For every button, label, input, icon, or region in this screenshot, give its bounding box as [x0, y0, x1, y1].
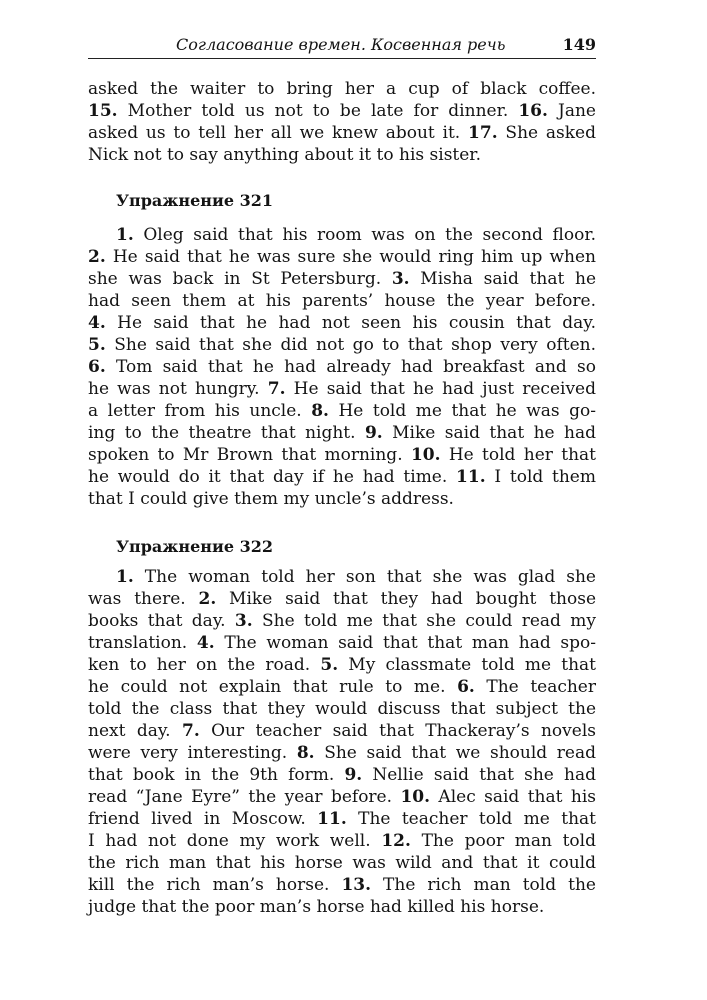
text-line: ing to the theatre that night. 9. Mike said that he had [88, 423, 596, 443]
text-line: the rich man that his horse was wild and that it could [88, 853, 596, 873]
sentence-number: 9. [364, 423, 383, 443]
sentence-number: 5. [320, 655, 339, 675]
sentence-number: 16. [518, 101, 548, 121]
text-line: translation. 4. The woman said that that man had spo- [88, 633, 597, 653]
text-line: that I could give them my uncle’s address. [88, 489, 454, 509]
sentence-number: 13. [341, 875, 372, 895]
sentence-number: 12. [381, 831, 411, 851]
running-title: Согласование времен. Косвенная речь [176, 35, 506, 54]
text-line: 1. Oleg said that his room was on the second floor. [116, 225, 596, 245]
text-line: friend lived in Moscow. 11. The teacher told me that [88, 809, 596, 829]
text-line: books that day. 3. She told me that she could read my [88, 611, 596, 631]
sentence-number: 4. [88, 313, 106, 333]
text-line: 6. Tom said that he had already had breakfast and so [88, 357, 596, 377]
sentence-number: 1. [116, 567, 134, 587]
sentence-number: 4. [196, 633, 215, 653]
text-line: Nick not to say anything about it to his sister. [88, 145, 481, 165]
text-line: spoken to Mr Brown that morning. 10. He told her that [88, 445, 596, 465]
text-line: 5. She said that she did not go to that shop very often. [88, 335, 596, 355]
sentence-number: 2. [198, 589, 217, 609]
sentence-number: 10. [410, 445, 441, 465]
sentence-number: 6. [88, 357, 106, 377]
exercise-321-heading: Упражнение 321 [116, 191, 274, 210]
text-line: 1. The woman told her son that she was glad she [116, 567, 596, 587]
sentence-number: 10. [400, 787, 431, 807]
exercise-321-text [88, 224, 596, 510]
sentence-number: 8. [296, 743, 315, 763]
text-line: he could not explain that rule to me. 6. The teacher [88, 677, 596, 697]
text-line: told the class that they would discuss that subject the [88, 699, 596, 719]
text-line: she was back in St Petersburg. 3. Misha said that he [88, 269, 596, 289]
text-line: a letter from his uncle. 8. He told me that he was go- [88, 401, 596, 421]
sentence-number: 15. [88, 101, 118, 121]
sentence-number: 3. [234, 611, 253, 631]
intro-paragraph [88, 78, 596, 166]
text-line: asked the waiter to bring her a cup of black coffee. [88, 79, 596, 99]
text-line: had seen them at his parents’ house the year before. [88, 291, 596, 311]
text-line: he was not hungry. 7. He said that he had just received [88, 379, 596, 399]
text-line: read “Jane Eyre” the year before. 10. Alec said that his [88, 787, 596, 807]
header-rule [88, 58, 596, 59]
running-header [88, 34, 596, 60]
sentence-number: 8. [311, 401, 329, 421]
text-line: was there. 2. Mike said that they had bought those [88, 589, 596, 609]
text-line: asked us to tell her all we knew about it. 17. She asked [88, 123, 596, 143]
sentence-number: 1. [116, 225, 134, 245]
sentence-number: 7. [181, 721, 200, 741]
text-line: 4. He said that he had not seen his cousin that day. [88, 313, 596, 333]
text-line: he would do it that day if he had time. 11. I told them [88, 467, 596, 487]
sentence-number: 7. [267, 379, 286, 399]
text-line: were very interesting. 8. She said that we should read [88, 743, 596, 763]
text-line: that book in the 9th form. 9. Nellie said that she had [88, 765, 597, 785]
sentence-number: 2. [88, 247, 106, 267]
exercise-322-text [88, 566, 596, 918]
exercise-322-heading: Упражнение 322 [116, 537, 274, 556]
text-line: kill the rich man’s horse. 13. The rich man told the [88, 875, 596, 895]
text-line: judge that the poor man’s horse had killed his horse. [88, 897, 545, 917]
sentence-number: 6. [457, 677, 475, 697]
text-line: ken to her on the road. 5. My classmate told me that [88, 655, 596, 675]
sentence-number: 17. [468, 123, 498, 143]
page-number: 149 [562, 35, 596, 54]
sentence-number: 5. [88, 335, 106, 355]
text-line: 2. He said that he was sure she would ring him up when [88, 247, 596, 267]
text-line: next day. 7. Our teacher said that Thackeray’s novels [88, 721, 596, 741]
sentence-number: 9. [344, 765, 363, 785]
text-line: 15. Mother told us not to be late for dinner. 16. Jane [88, 101, 596, 121]
sentence-number: 11. [456, 467, 486, 487]
text-line: I had not done my work well. 12. The poor man told [88, 831, 596, 851]
sentence-number: 3. [391, 269, 410, 289]
sentence-number: 11. [317, 809, 347, 829]
